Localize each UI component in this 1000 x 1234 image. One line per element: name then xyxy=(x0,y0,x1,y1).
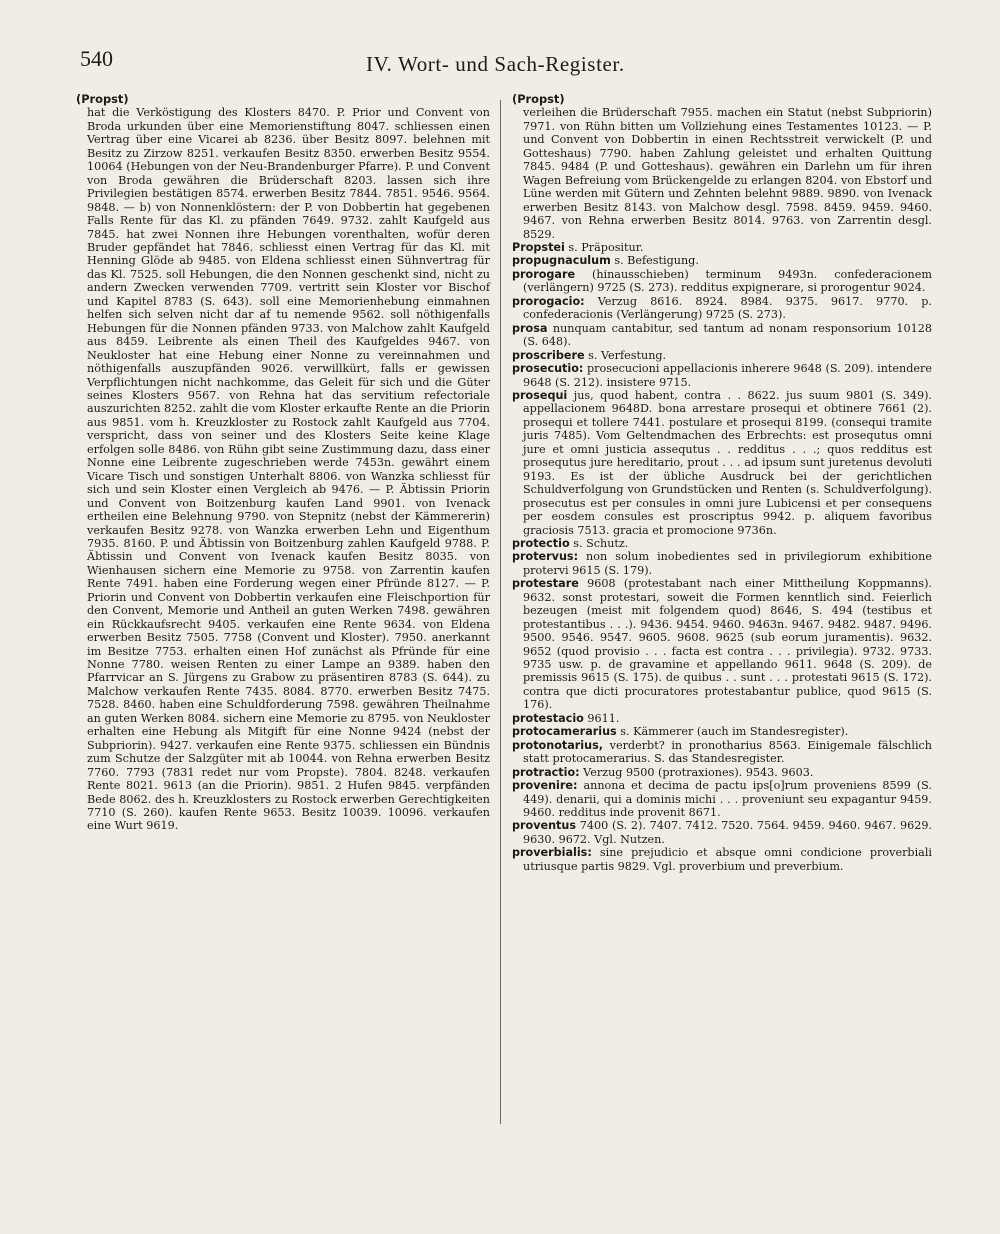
right-column-heading: (Propst) xyxy=(512,92,565,106)
entry-term: protervus: xyxy=(512,550,579,564)
entry-text: 9608 (protestabant nach einer Mittheilung Koppmanns). 9632. sonst protestari, soweit die Formen kenntlich sind. Feierlich bezeugen (meist mit folgendem quod) 8646, S. 494 (testibus et protestantibus . . .). 9436. 9454. 9460. 9463n. 9467. 9482. 9487. 9496. 9500. 9546. 9547. 9605. 9608. 9625 (sub eorum juramentis). 9632. 9652 (quod provisio . . . facta est contra . . . privilegia). 9732. 9733. 9735 usw. p. de gravamine et appellando 9611. 9648 (S. 209). de premissis 9615 (S. 175). de quibus . . sunt . . . protestati 9615 (S. 172). contra que dicti procuratores protestabantur publice, quod 9615 (S. 176). xyxy=(523,577,932,712)
entry-text: jus, quod habent, contra . . 8622. jus suum 9801 (S. 349). appellacionem 9648D. bona arrestare prosequi et obtinere 7661 (2). prosequi et tollere 7441. postulare et prosequi 8199. (consequi tramite juris 7485). Vom Geltendmachen des Erbrechts: est prosequtus omni jure et omni justicia assequtus . . redditus . . .; quos redditus est prosequtus jure hereditario, prout . . . ad ipsum sunt juretenus devoluti 9193. Es ist der übliche Ausdruck bei der gerichtlichen Schuldverfolgung von Grundstücken und Renten (s. Schuldverfolgung). prosecutus est per consules in omni jure Lubicensi et per consequens per eosdem consules est proscriptus 9942. p. aliquem favoribus graciosis 7513. gracia et promocione 9736n. xyxy=(523,388,932,537)
entry-term: proscribere xyxy=(512,348,585,362)
entry-term: Propstei xyxy=(512,240,565,254)
entry-term: prorogacio: xyxy=(512,294,585,308)
entry-term: proventus xyxy=(512,819,577,833)
entry-text: nunquam cantabitur, sed tantum ad nonam responsorium 10128 (S. 648). xyxy=(523,321,932,349)
entry-text: 9611. xyxy=(583,711,620,725)
entry-term: provenire: xyxy=(512,779,578,793)
entry-text: s. Befestigung. xyxy=(610,254,699,268)
register-entry xyxy=(512,550,932,577)
register-entry xyxy=(512,725,932,738)
entry-term: protestare xyxy=(512,577,579,591)
register-entry xyxy=(512,322,932,349)
entry-text: sine prejudicio et absque omni condicione proverbiali utriusque partis 9829. Vgl. proverbium und preverbium. xyxy=(523,846,932,873)
entry-term: protocamerarius xyxy=(512,725,617,739)
page-number: 540 xyxy=(80,46,113,71)
register-entry xyxy=(512,577,932,712)
column-divider xyxy=(500,100,501,1124)
entry-text: s. Präpositur. xyxy=(564,240,644,254)
running-head: IV. Wort- und Sach-Register. xyxy=(366,52,625,76)
entry-text: s. Schutz. xyxy=(569,536,629,550)
register-entry xyxy=(512,819,932,846)
right-column-text: verleihen die Brüderschaft 7955. machen ein Statut (nebst Subpriorin) 7971. von Rühn bitten um Vollziehung eines Testamentes 10123. — P. und Convent von Dobbertin in einen Rechtsstreit verwickelt (P. und Gotteshaus) 7790. haben Zahlung geleistet und erhalten Quittung 7845. 9484 (P. und Gotteshaus). gewähren ein Darlehn um für ihren Wagen Befreiung vom Brückengelde zu erlangen 8204. von Ebstorf und Lüne werden mit Gütern und Zehnten belehnt 9889. 9890. von Ivenack erwerben Besitz 8143. von Malchow desgl. 7598. 8459. 9459. 9460. 9467. von Rehna erwerben Besitz 8014. 9763. von Zarrentin desgl. 8529. xyxy=(523,106,932,241)
entry-term: proverbialis: xyxy=(512,846,592,860)
entry-text: non solum inobedientes sed in privilegiorum exhibitione protervi 9615 (S. 179). xyxy=(523,550,932,577)
left-column-text: hat die Verköstigung des Klosters 8470. P. Prior und Convent von Broda urkunden über eine Memorienstiftung 8047. schliessen einen Vertrag über eine Vicarei ab 8236. über Besitz 8097. belehnen mit Besitz zu Zirzow 8251. verkaufen Besitz 8350. erwerben Besitz 9554. 10064 (Hebungen von der Neu-Brandenburger Pfarre). P. und Convent von Broda gewähren die Brüderschaft 8203. lassen sich ihre Privilegien bestätigen 8574. erwerben Besitz 7844. 7851. 9546. 9564. 9848. — b) von Nonnenklöstern: der P. von Dobbertin hat gegebenen Falls Rente für das Kl. zu pfänden 7649. 9732. zahlt Kaufgeld aus 7845. hat zwei Nonnen ihre Hebungen vorenthalten, wofür deren Bruder gepfändet hat 7846. schliesst einen Vertrag für das Kl. mit Henning Glöde ab 9485. von Eldena schliesst einen Sühnvertrag für das Kl. 7525. soll Hebungen, die den Nonnen geschenkt sind, nicht zu andern Zwecken verwenden 7709. vertritt sein Kloster vor Bischof und Kapitel 8783 (S. 643). soll eine Memorienhebung einmahnen helfen sich selven nicht dar af tu nemende 9562. soll nöthigenfalls Hebungen für die Nonnen pfänden 9733. von Malchow zahlt Kaufgeld aus 8459. Leibrente als einen Theil des Kaufgeldes 9467. von Neukloster hat eine Hebung einer Nonne zu vereinnahmen und nöthigenfalls auszupfänden 9026. verwillkürt, falls er gewissen Verpflichtungen nicht nachkomme, das Geleit für sich und die Güter seines Klosters 9567. von Rehna hat das servitium refectoriale auszurichten 8252. zahlt die vom Kloster erkaufte Rente an die Priorin aus 9851. vom h. Kreuzkloster zu Rostock zahlt Kaufgeld aus 7704. verspricht, dass von seiner und des Klosters Seite keine Klage erfolgen solle 8486. von Rühn gibt seine Zustimmung dazu, dass einer Nonne eine Leibrente zugeschrieben werde 7453n. gewährt einem Vicare Tisch und sonstigen Unterhalt 8806. von Wanzka schliesst für sich und sein Kloster einen Vergleich ab 9476. — P. Äbtissin Priorin und Convent von Boitzenburg kaufen Land 9901. von Ivenack ertheilen eine Belehnung 9790. von Stepnitz (nebst der Kämmererin) verkaufen Besitz 9278. von Wanzka erwerben Lehn und Eigenthum 7935. 8160. P. und Äbtissin von Boitzenburg zahlen Kaufgeld 9788. P. Äbtissin und Convent von Ivenack kaufen Besitz 8035. von Wienhausen sichern eine Memorie zu 9758. von Zarrentin kaufen Rente 7491. haben eine Forderung wegen einer Pfründe 8127. — P. Priorin und Convent von Dobbertin verkaufen eine Fleischportion für den Convent, Memorie und Antheil an guten Werken 7498. gewähren ein Rückkaufsrecht 9405. verkaufen eine Rente 9634. von Eldena erwerben Besitz 7505. 7758 (Convent und Kloster). 7950. anerkannt im Besitze 7753. erhalten einen Hof zunächst als Pfründe für eine Nonne 7780. weisen Renten zu einer Lampe an 9389. haben den Pfarrvicar an S. Jürgens zu Grabow zu präsentiren 8783 (S. 644). zu Malchow verkaufen Rente 7435. 8084. 8770. erwerben Besitz 7475. 7528. 8460. haben eine Schuldforderung 7598. gewähren Theilnahme an guten Werken 8084. sichern eine Memorie zu 8795. von Neukloster erhalten eine Hebung als Mitgift für eine Nonne 9424 (nebst der Subpriorin). 9427. verkaufen eine Rente 9375. schliessen ein Bündnis zum Schutze der Salzgüter mit ab 10044. von Rehna erwerben Besitz 7760. 7793 (7831 redet nur vom Propste). 7804. 8248. verkaufen Rente 8021. 9613 (an die Priorin). 9851. 2 Hufen 9845. verpfänden Bede 8062. des h. Kreuzklosters zu Rostock erwerben Gerechtigkeiten 7710 (S. 260). kaufen Rente 9653. Besitz 10039. 10096. verkaufen eine Wurt 9619. xyxy=(87,106,490,833)
register-entry xyxy=(512,739,932,766)
register-entry xyxy=(512,846,932,873)
entry-text: Verzug 9500 (protraxiones). 9543. 9603. xyxy=(579,765,814,779)
entry-term: prosecutio: xyxy=(512,362,584,376)
entry-term: prorogare xyxy=(512,267,576,281)
entry-text: prosecucioni appellacionis inherere 9648 (S. 209). intendere 9648 (S. 212). insistere 9715. xyxy=(523,362,932,389)
entry-term: protectio xyxy=(512,536,570,550)
entry-term: prosequi xyxy=(512,388,568,402)
entry-text: (hinausschieben) terminum 9493n. confederacionem (verlängern) 9725 (S. 273). redditus expignerare, si prorogentur 9024. xyxy=(523,267,932,295)
entry-text: Verzug 8616. 8924. 8984. 9375. 9617. 9770. p. confederacionis (Verlängerung) 9725 (S. 273). xyxy=(523,294,932,322)
register-entry xyxy=(512,712,932,725)
entry-term: protonotarius, xyxy=(512,738,604,752)
entry-text: 7400 (S. 2). 7407. 7412. 7520. 7564. 9459. 9460. 9467. 9629. 9630. 9672. Vgl. Nutzen. xyxy=(523,819,932,846)
register-entry xyxy=(512,389,932,537)
left-column xyxy=(76,93,490,833)
register-entry xyxy=(512,295,932,322)
entry-text: s. Kämmerer (auch im Standesregister). xyxy=(616,725,849,739)
entry-term: propugnaculum xyxy=(512,254,611,268)
entry-term: protestacio xyxy=(512,711,584,725)
right-column xyxy=(512,93,932,873)
register-entry xyxy=(512,268,932,295)
register-entry xyxy=(512,254,932,267)
register-entry xyxy=(512,241,932,254)
register-entry xyxy=(512,349,932,362)
register-entry xyxy=(512,362,932,389)
register-entry xyxy=(512,779,932,819)
register-entry xyxy=(512,537,932,550)
entry-text: annona et decima de pactu ips[o]rum proveniens 8599 (S. 449). denarii, qui a dominis michi . . . proveniunt seu expagantur 9459. 9460. redditus inde provenit 8671. xyxy=(523,779,932,820)
register-entry xyxy=(512,766,932,779)
entry-text: s. Verfestung. xyxy=(584,348,667,362)
left-column-heading: (Propst) xyxy=(76,92,129,106)
entry-term: prosa xyxy=(512,321,548,335)
entry-term: protractio: xyxy=(512,765,580,779)
register-entries xyxy=(512,241,932,873)
entry-text: verderbt? in pronotharius 8563. Einigemale fälschlich statt protocamerarius. S. das Standesregister. xyxy=(523,738,932,766)
